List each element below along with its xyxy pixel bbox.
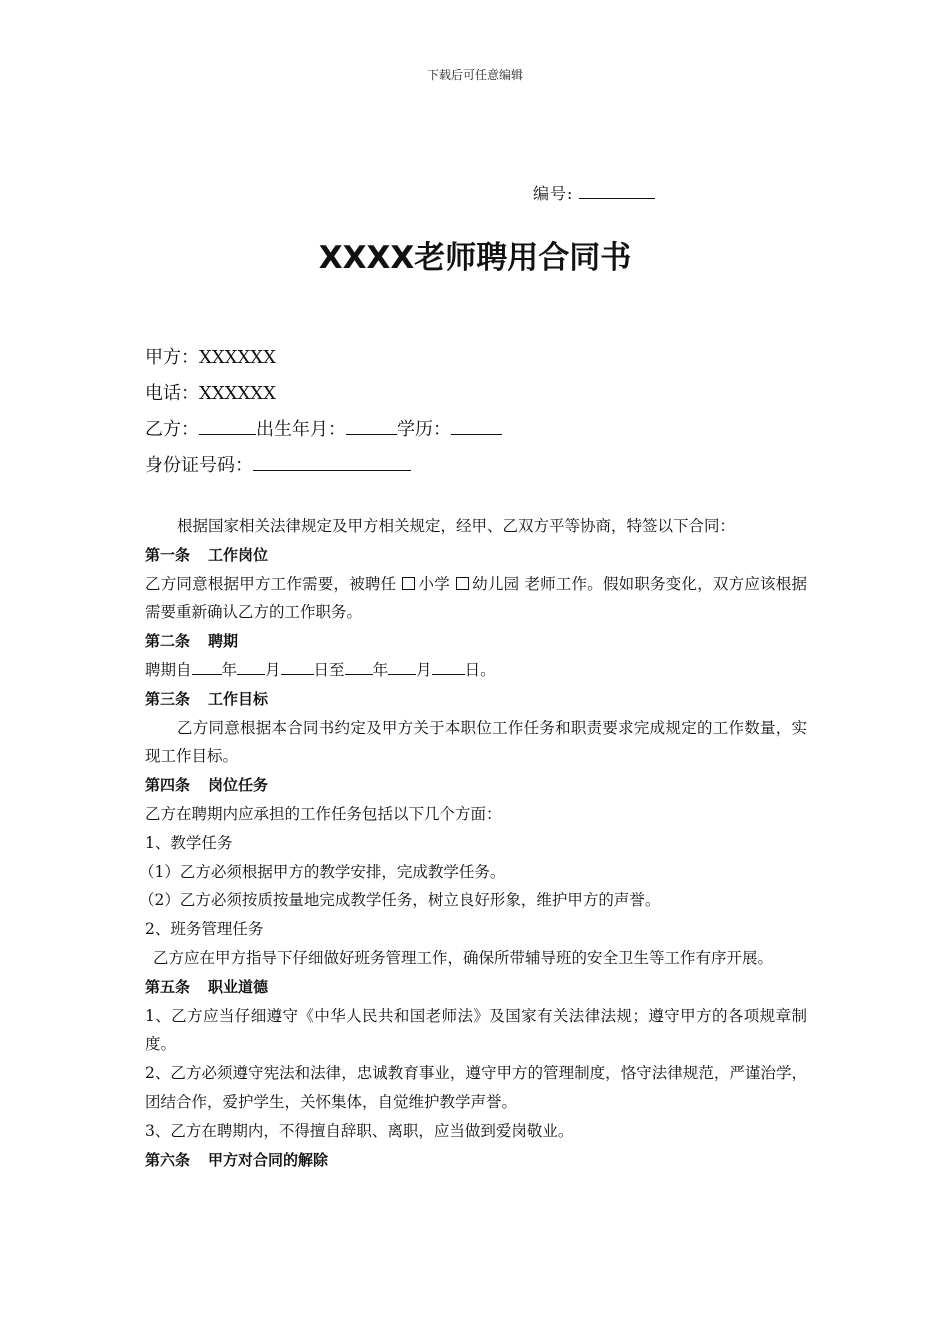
parties-section <box>145 345 502 487</box>
intro-paragraph: 根据国家相关法律规定及甲方相关规定，经甲、乙双方平等协商，特签以下合同： <box>177 517 736 535</box>
article-5-item-3: 3、乙方在聘期内，不得擅自辞职、离职，应当做到爱岗敬业。 <box>145 1121 574 1140</box>
article-4-item-1a: （1）乙方必须根据甲方的教学安排，完成教学任务。 <box>139 862 506 881</box>
id-row <box>145 452 502 488</box>
start-year-label: 年 <box>221 660 238 679</box>
article-4-section-1: 1、教学任务 <box>145 833 233 852</box>
end-month-label: 月 <box>416 660 432 679</box>
party-b-label: 乙方： <box>145 419 199 440</box>
education-label: 学历： <box>397 419 451 440</box>
article-4-heading <box>145 771 807 800</box>
contract-body <box>139 512 807 1174</box>
article-3-heading <box>145 685 807 714</box>
end-year-blank <box>345 659 373 675</box>
article-2-number: 第二条 <box>145 632 191 651</box>
article-6-title: 甲方对合同的解除 <box>208 1150 329 1169</box>
serial-label: 编号: <box>533 184 574 203</box>
article-4-number: 第四条 <box>145 776 191 795</box>
checkbox-primary <box>402 577 415 590</box>
article-3-number: 第三条 <box>145 689 191 708</box>
article-2-heading <box>145 627 807 656</box>
start-month-blank <box>237 659 265 675</box>
article-5-item-2: 2、乙方必须遵守宪法和法律，忠诚教育事业，遵守甲方的管理制度，恪守法律规范，严谨治学，团结合作，爱护学生，关怀集体，自觉维护教学声誉。 <box>145 1064 807 1111</box>
start-day-label: 日至 <box>313 660 345 679</box>
start-month-label: 月 <box>265 660 281 679</box>
article-2-title: 聘期 <box>208 632 239 651</box>
start-day-blank <box>281 659 314 675</box>
checkbox-kindergarten <box>456 577 469 590</box>
article-6-heading <box>145 1146 807 1175</box>
article-3-title: 工作目标 <box>208 689 269 708</box>
article-6-number: 第六条 <box>145 1150 191 1169</box>
article-1-text <box>145 570 807 628</box>
party-a-label: 甲方： <box>145 347 199 368</box>
start-year-blank <box>192 659 222 675</box>
birth-blank <box>346 416 397 435</box>
option-primary-label: 小学 <box>418 574 450 593</box>
id-blank <box>253 452 411 471</box>
article-1-number: 第一条 <box>145 545 191 564</box>
party-b-row <box>145 416 502 452</box>
article-4-item-1b: （2）乙方必须按质按量地完成教学任务，树立良好形象，维护甲方的声誉。 <box>139 891 661 910</box>
header-note: 下载后可任意编辑 <box>426 68 523 82</box>
serial-number <box>533 181 655 204</box>
end-day-label: 日。 <box>464 660 496 679</box>
end-day-blank <box>432 659 465 675</box>
article-4-item-2a: 乙方应在甲方指导下仔细做好班务管理工作，确保所带辅导班的安全卫生等工作有序开展。 <box>153 948 774 967</box>
article-4-intro: 乙方在聘期内应承担的工作任务包括以下几个方面： <box>145 804 502 823</box>
article-5-number: 第五条 <box>145 977 191 996</box>
term-from-label: 聘期自 <box>145 660 192 679</box>
article-1-text-a: 乙方同意根据甲方工作需要，被聘任 <box>145 574 397 593</box>
end-year-label: 年 <box>372 660 389 679</box>
party-b-name-blank <box>199 416 256 435</box>
article-1-text-b: 老师工作。假如职务变化，双方应该根据需要重新确认乙方的工作职务。 <box>145 574 807 622</box>
article-5-title: 职业道德 <box>208 977 269 996</box>
phone-label: 电话： <box>145 382 199 404</box>
serial-blank <box>579 184 655 199</box>
article-1-heading <box>145 541 807 570</box>
end-month-blank <box>388 659 416 675</box>
option-kindergarten-label: 幼儿园 <box>471 574 520 593</box>
birth-label: 出生年月： <box>256 419 346 440</box>
article-5-heading <box>145 973 807 1002</box>
education-blank <box>451 416 502 435</box>
article-3-text: 乙方同意根据本合同书约定及甲方关于本职位工作任务和职责要求完成规定的工作数量，实现工作目标。 <box>145 718 807 766</box>
id-label: 身份证号码： <box>145 454 253 476</box>
phone-value: XXXXXX <box>199 382 276 404</box>
party-a-row <box>145 345 502 381</box>
article-4-title: 岗位任务 <box>208 776 269 795</box>
article-4-section-2: 2、班务管理任务 <box>145 920 264 939</box>
article-2-text <box>145 656 807 685</box>
article-5-item-1: 1、乙方应当仔细遵守《中华人民共和国老师法》及国家有关法律法规；遵守甲方的各项规章制度。 <box>145 1006 807 1054</box>
article-1-title: 工作岗位 <box>208 545 269 564</box>
phone-row <box>145 381 502 417</box>
party-a-value: XXXXXX <box>199 347 276 368</box>
document-title: XXXX老师聘用合同书 <box>318 240 632 276</box>
